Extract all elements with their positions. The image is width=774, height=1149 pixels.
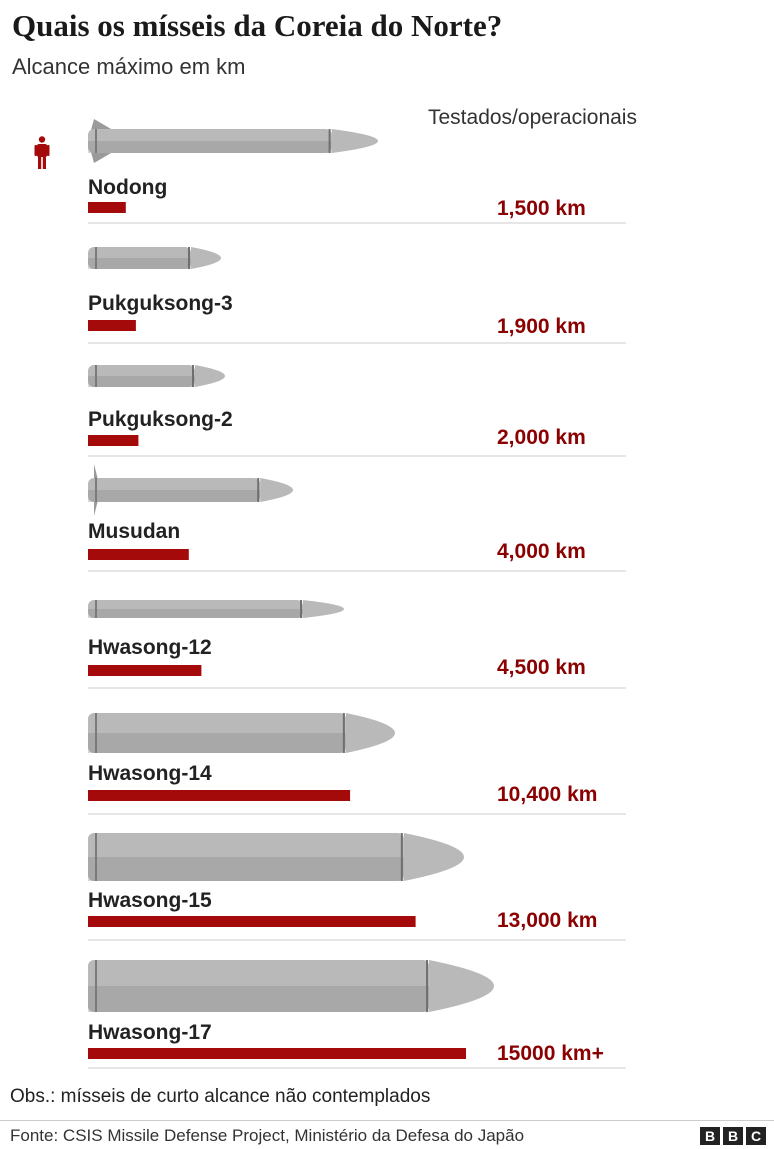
range-value-label: 1,900 km bbox=[497, 315, 586, 338]
bbc-logo-letter: B bbox=[700, 1127, 720, 1145]
missile-nose bbox=[346, 713, 395, 753]
source-text: Fonte: CSIS Missile Defense Project, Ministério da Defesa do Japão bbox=[10, 1126, 525, 1145]
missile-nose bbox=[195, 365, 225, 387]
bbc-logo-letter: B bbox=[723, 1127, 743, 1145]
missile-nose bbox=[303, 600, 344, 618]
missile-shade bbox=[88, 376, 195, 387]
footer-divider bbox=[0, 1120, 774, 1121]
bbc-logo-letter: C bbox=[746, 1127, 766, 1145]
bbc-logo bbox=[700, 1127, 766, 1145]
missile-shade bbox=[88, 733, 346, 753]
range-bar bbox=[88, 549, 189, 560]
missile-name-label: Hwasong-14 bbox=[88, 762, 212, 785]
missile-name-label: Nodong bbox=[88, 176, 168, 199]
range-bar bbox=[88, 320, 136, 331]
missile-name-label: Hwasong-12 bbox=[88, 636, 212, 659]
missile-nose bbox=[191, 247, 221, 269]
missile-nose bbox=[429, 960, 494, 1012]
range-value-label: 15000 km+ bbox=[497, 1042, 604, 1065]
chart-title: Quais os mísseis da Coreia do Norte? bbox=[12, 8, 503, 43]
range-value-label: 4,500 km bbox=[497, 656, 586, 679]
range-bar bbox=[88, 202, 126, 213]
missile-name-label: Pukguksong-3 bbox=[88, 292, 233, 315]
missile-nose bbox=[260, 478, 293, 502]
missile-shade bbox=[88, 490, 260, 502]
missile-name-label: Pukguksong-2 bbox=[88, 408, 233, 431]
missile-shade bbox=[88, 986, 429, 1012]
range-bar bbox=[88, 435, 138, 446]
range-value-label: 1,500 km bbox=[497, 197, 586, 220]
range-value-label: 4,000 km bbox=[497, 540, 586, 563]
missile-shade bbox=[88, 609, 303, 618]
missile-name-label: Musudan bbox=[88, 520, 181, 543]
missile-shade bbox=[88, 258, 191, 269]
missile-shade bbox=[88, 857, 404, 881]
missile-name-label: Hwasong-15 bbox=[88, 889, 212, 912]
range-value-label: 2,000 km bbox=[497, 426, 586, 449]
range-bar bbox=[88, 790, 350, 801]
missile-nose bbox=[404, 833, 464, 881]
range-value-label: 13,000 km bbox=[497, 909, 598, 932]
chart-note: Obs.: mísseis de curto alcance não contemplados bbox=[10, 1086, 431, 1107]
missile-name-label: Hwasong-17 bbox=[88, 1021, 212, 1044]
range-bar bbox=[88, 1048, 466, 1059]
range-bar bbox=[88, 916, 416, 927]
chart-subtitle: Alcance máximo em km bbox=[12, 54, 246, 79]
missile-nose bbox=[332, 129, 378, 153]
missile-shade bbox=[88, 141, 332, 153]
column-header: Testados/operacionais bbox=[428, 106, 637, 129]
range-bar bbox=[88, 665, 201, 676]
range-value-label: 10,400 km bbox=[497, 783, 598, 806]
